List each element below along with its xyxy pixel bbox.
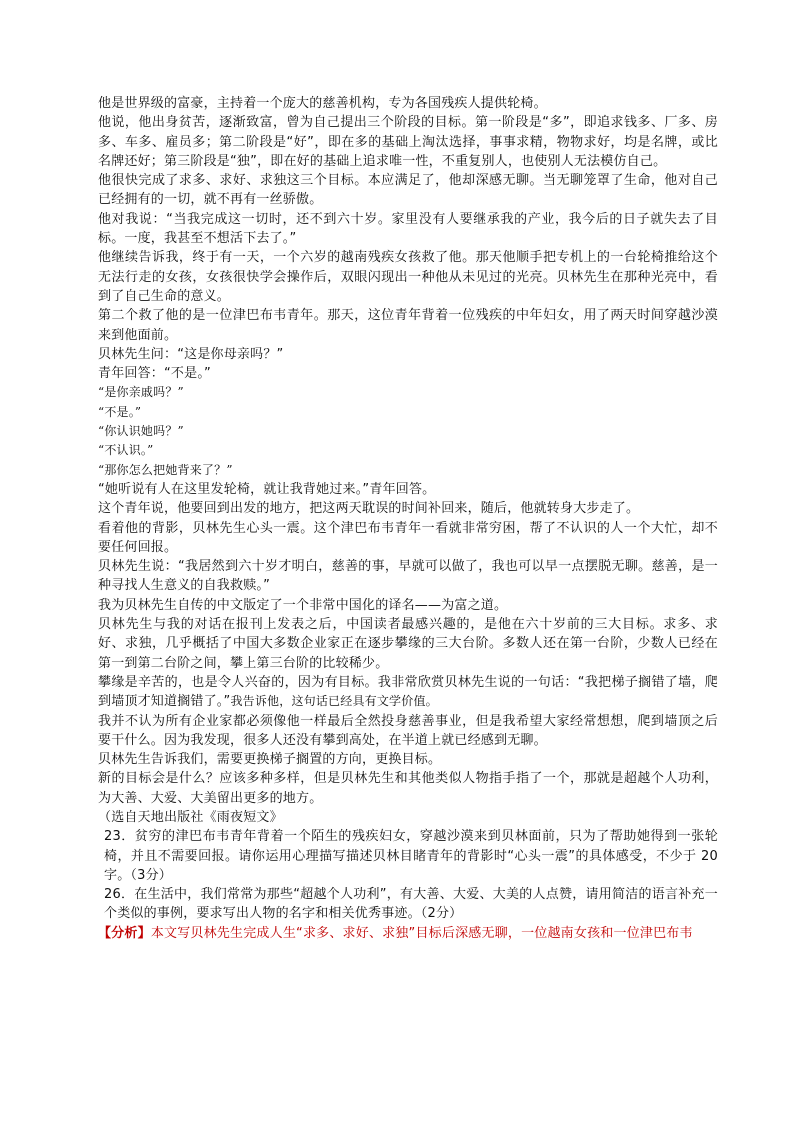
paragraph-6: 第二个救了他的是一位津巴布韦青年。那天，这位青年背着一位残疾的中年妇女，用了两天时间穿越沙漠来到他面前。 — [98, 308, 718, 343]
paragraph-4: 他对我说：“当我完成这一切时，还不到六十岁。家里没有人要继承我的产业，我今后的日子就失去了目标。一度，我甚至不想活下去了。” — [98, 211, 718, 247]
document-page — [98, 94, 718, 943]
paragraph-16: 贝林先生告诉我们，需要更换梯子搁置的方向，更换目标。 — [98, 752, 442, 768]
paragraph-9: 这个青年说，他要回到出发的地方，把这两天耽误的时间补回来，随后，他就转身大步走了。 — [98, 501, 640, 517]
paragraph-8: 青年回答：“不是。” — [98, 366, 211, 382]
question-23: 23．贫穷的津巴布韦青年背着一个陌生的残疾妇女，穿越沙漠来到贝林面前，只为了帮助她得到一张轮椅，并且不需要回报。请你运用心理描写描述贝林目睹青年的背影时“心头一震”的具体感受，不少于 20字。（3分） — [104, 829, 718, 883]
dialogue-line-4: “不认识。” — [98, 443, 154, 458]
paragraph-17: 新的目标会是什么？应该多种多样，但是贝林先生和其他类似人物指手指了一个，那就是超越个人功利，为大善、大爱、大美留出更多的地方。 — [98, 771, 718, 806]
paragraph-2: 他说，他出身贫苦，逐渐致富，曾为自己提出三个阶段的目标。第一阶段是“多”，即追求钱多、厂多、房多、车多、雇员多；第二阶段是“好”，即在多的基础上淘汰选择，事事求精，物物求好，均是名牌，或比名牌还好；第三阶段是“独”，即在好的基础上追求唯一性，不重复别人，也使别人无法模仿自己。 — [98, 115, 718, 169]
paragraph-3: 他很快完成了求多、求好、求独这三个目标。本应满足了，他却深感无聊。当无聊笼罩了生命，他对自己已经拥有的一切，就不再有一丝骄傲。 — [98, 173, 718, 208]
dialogue-line-2: “不是。” — [98, 404, 142, 419]
paragraph-12: 我为贝林先生自传的中文版定了一个非常中国化的译名——为富之道。 — [98, 597, 508, 613]
analysis-text: 本文写贝林先生完成人生“求多、求好、求独”目标后深感无聊，一位越南女孩和一位津巴布韦 — [150, 925, 693, 941]
paragraph-7: 贝林先生问：“这是你母亲吗？” — [98, 346, 284, 362]
paragraph-5: 他继续告诉我，终于有一天，一个六岁的越南残疾女孩救了他。那天他顺手把专机上的一台轮椅推给这个无法行走的女孩，女孩很快学会操作后，双眼闪现出一种他从未见过的光亮。贝林先生在那种光亮中，看到了自己生命的意义。 — [98, 250, 718, 304]
paragraph-10: 看着他的背影，贝林先生心头一震。这个津巴布韦青年一看就非常穷困，帮了不认识的人一个大忙，却不要任何回报。 — [98, 520, 718, 555]
dialogue-line-6: “她听说有人在这里发轮椅，就让我背她过来。”青年回答。 — [98, 481, 436, 497]
inline-comment: 我告诉他，这句话已经具有文学价值。 — [230, 694, 438, 709]
question-26: 26．在生活中，我们常常为那些“超越个人功利”，有大善、大爱、大美的人点赞，请用简洁的语言补充一个类似的事例，要求写出人物的名字和相关优秀事迹。（2分） — [104, 887, 718, 922]
dialogue-line-3: “你认识她吗？” — [98, 424, 184, 439]
paragraph-1: 他是世界级的富豪，主持着一个庞大的慈善机构，专为各国残疾人提供轮椅。 — [98, 96, 547, 111]
paragraph-13: 贝林先生与我的对话在报刊上发表之后，中国读者最感兴趣的，是他在六十岁前的三大目标。求多、求好、求独，几乎概括了中国大多数企业家正在逐步攀缘的三大台阶。多数人还在第一台阶，少数人已经在第一到第二台阶之间，攀上第三台阶的比较稀少。 — [98, 617, 718, 671]
dialogue-line-5: “那你怎么把她背来了？” — [98, 462, 233, 477]
dialogue-line-1: “是你亲戚吗？” — [98, 385, 184, 400]
analysis-tag: 【分析】 — [98, 925, 151, 941]
paragraph-11: 贝林先生说：“我居然到六十岁才明白，慈善的事，早就可以做了，我也可以早一点摆脱无聊。慈善，是一种寻找人生意义的自我救赎。” — [98, 559, 718, 594]
paragraph-14 — [98, 673, 718, 712]
analysis-paragraph — [98, 924, 718, 943]
paragraph-15: 我并不认为所有企业家都必须像他一样最后全然投身慈善事业，但是我希望大家经常想想，爬到墙顶之后要干什么。因为我发现，很多人还没有攀到高处，在半道上就已经感到无聊。 — [98, 713, 718, 748]
source-citation: （选自天地出版社《雨夜短文》 — [98, 809, 283, 825]
paragraph-14-text: 攀缘是辛苦的，也是令人兴奋的，因为有目标。我非常欣赏贝林先生说的一句话：“我把梯子搁错了墙，爬到墙顶才知道搁错了。” — [98, 674, 718, 710]
